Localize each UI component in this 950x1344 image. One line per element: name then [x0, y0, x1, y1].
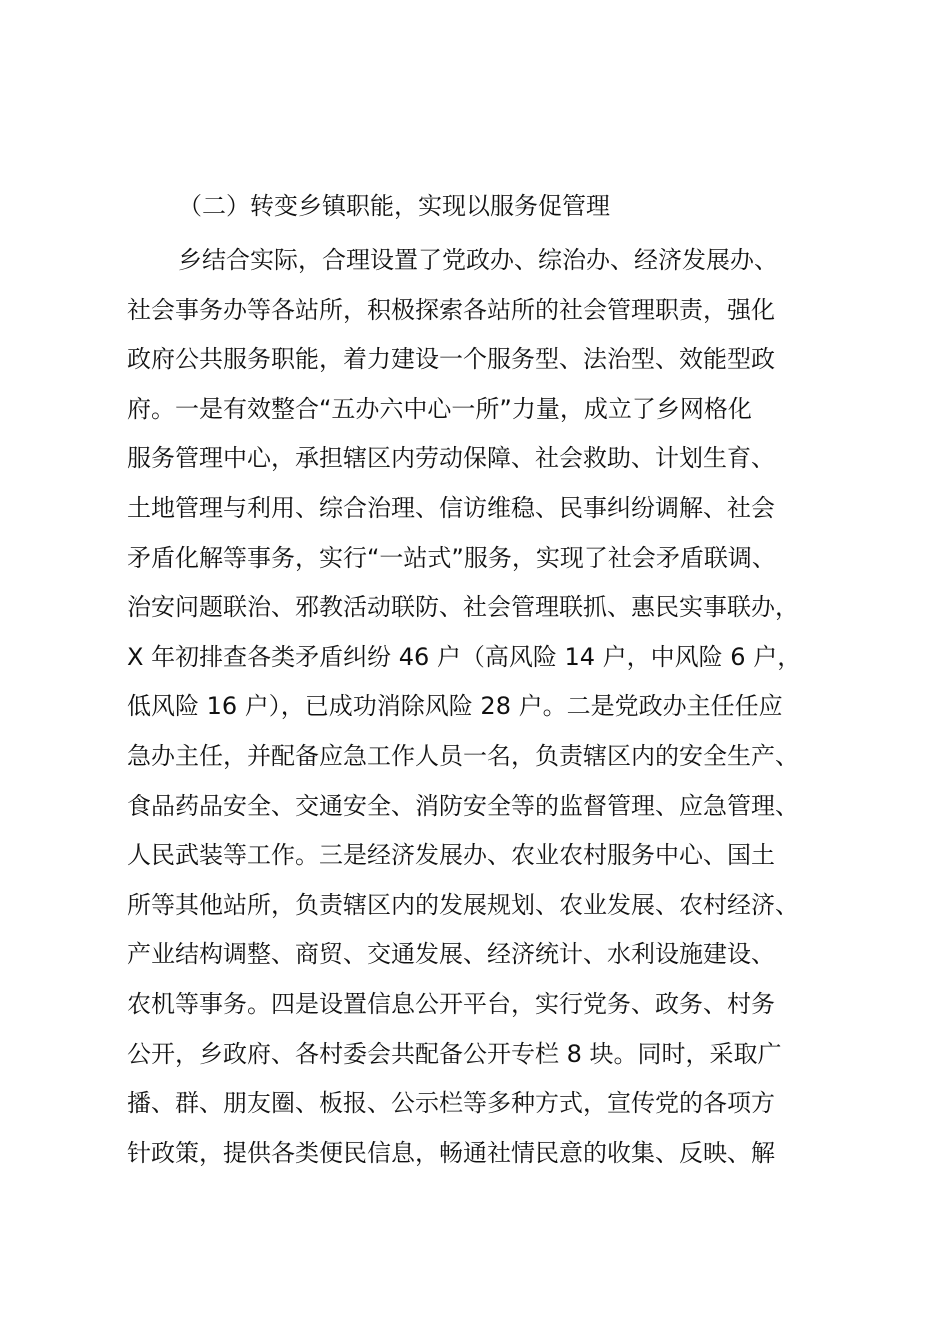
- text-line: X 年初排查各类矛盾纠纷 46 户（高风险 14 户，中风险 6 户，: [127, 642, 802, 671]
- text-line: 政府公共服务职能，着力建设一个服务型、法治型、效能型政: [127, 345, 775, 374]
- text-line: 府。一是有效整合“五办六中心一所”力量，成立了乡网格化: [127, 394, 752, 423]
- text-line: 针政策，提供各类便民信息，畅通社情民意的收集、反映、解: [127, 1138, 775, 1167]
- text-line: 乡结合实际，合理设置了党政办、综治办、经济发展办、: [178, 246, 778, 274]
- text-line: 食品药品安全、交通安全、消防安全等的监督管理、应急管理、: [127, 791, 799, 820]
- text-line: 农机等事务。四是设置信息公开平台，实行党务、政务、村务: [127, 989, 775, 1018]
- text-line: 人民武装等工作。三是经济发展办、农业农村服务中心、国土: [127, 841, 775, 870]
- text-line: 矛盾化解等事务，实行“一站式”服务，实现了社会矛盾联调、: [127, 543, 776, 572]
- text-line: 产业结构调整、商贸、交通发展、经济统计、水利设施建设、: [127, 940, 775, 969]
- text-line: 所等其他站所，负责辖区内的发展规划、农业发展、农村经济、: [127, 890, 799, 919]
- text-line: 低风险 16 户），已成功消除风险 28 户。二是党政办主任任应: [127, 692, 783, 721]
- text-line: 土地管理与利用、综合治理、信访维稳、民事纠纷调解、社会: [127, 493, 775, 522]
- text-line: 急办主任，并配备应急工作人员一名，负责辖区内的安全生产、: [127, 741, 799, 770]
- text-line: 公开，乡政府、各村委会共配备公开专栏 8 块。同时，采取广: [127, 1039, 782, 1068]
- text-line: 播、群、朋友圈、板报、公示栏等多种方式，宣传党的各项方: [127, 1089, 775, 1118]
- text-line: 治安问题联治、邪教活动联防、社会管理联抓、惠民实事联办，: [127, 593, 799, 622]
- body-paragraph: [127, 236, 847, 1178]
- text-line: 社会事务办等各站所，积极探索各站所的社会管理职责，强化: [127, 295, 775, 324]
- section-heading: （二）转变乡镇职能，实现以服务促管理: [178, 192, 610, 220]
- text-line: 服务管理中心，承担辖区内劳动保障、社会救助、计划生育、: [127, 444, 775, 473]
